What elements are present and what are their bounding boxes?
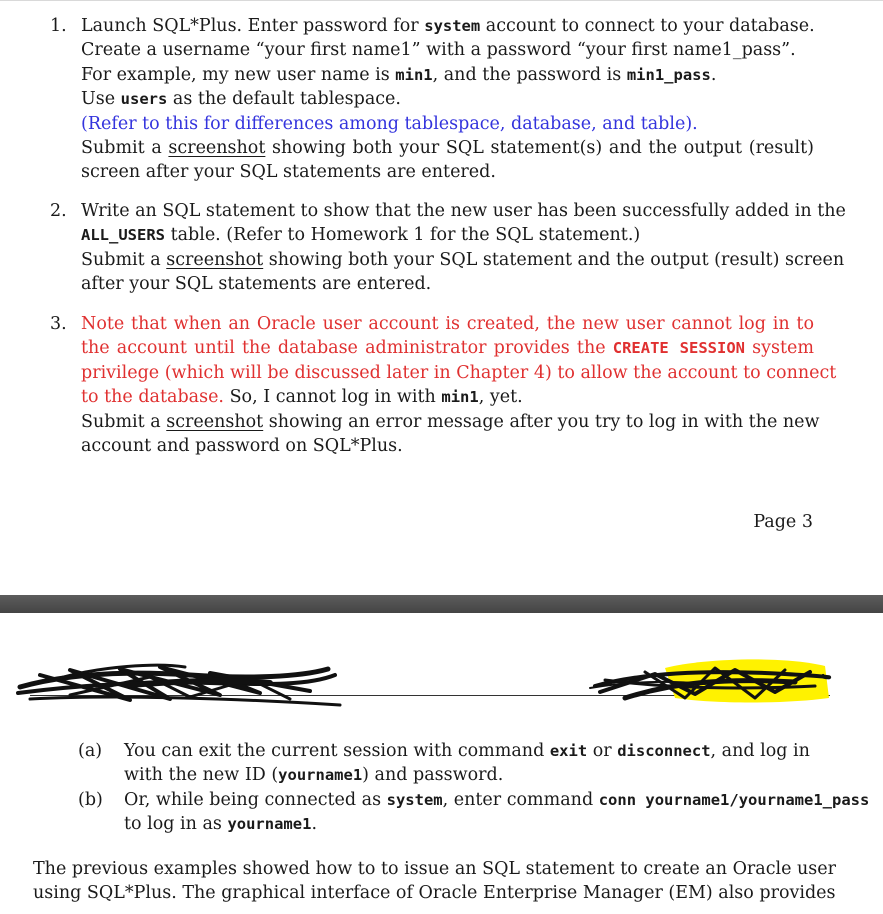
note-text: to the database. (81, 387, 224, 408)
item-body (81, 312, 837, 458)
text-line (81, 410, 820, 434)
text-run: , and the password is (432, 64, 627, 85)
text-run: showing both your SQL statement and the output (result) screen (263, 249, 845, 270)
code-term: system (424, 17, 481, 35)
text-line (81, 63, 814, 87)
text-line (124, 788, 869, 812)
underlined-term: screenshot (168, 138, 266, 159)
text-line (81, 199, 846, 223)
text-run: with the new ID ( (124, 765, 279, 786)
text-run: showing an error message after you try to log in with the new (263, 411, 820, 432)
text-run: account to connect to your database. (480, 16, 815, 36)
item-body (81, 14, 814, 185)
paragraph-line: using SQL*Plus. The graphical interface of Oracle Enterprise Manager (EM) also provides (33, 883, 836, 904)
text-line (81, 248, 845, 272)
code-term: system (386, 791, 443, 809)
note-text: system (744, 338, 814, 359)
text-line (81, 38, 814, 62)
sub-item-body (124, 739, 810, 788)
item-number: 3. (50, 314, 67, 334)
code-term: min1_pass (626, 65, 711, 84)
redaction-scribble-right (585, 652, 835, 712)
text-run: as the default tablespace. (167, 89, 401, 110)
code-term: min1 (441, 388, 479, 407)
code-term: users (120, 90, 168, 109)
text-line (124, 739, 810, 763)
item-body (81, 199, 846, 297)
code-term: min1 (395, 65, 433, 84)
paragraph-line: The previous examples showed how to to issue an SQL statement to create an Oracle user (33, 859, 837, 879)
text-line (81, 14, 814, 38)
text-run: or (587, 741, 618, 761)
text-line (81, 223, 814, 247)
text-run: You can exit the current session with command (124, 741, 550, 761)
code-term: exit (549, 742, 588, 760)
page-number: Page 3 (753, 512, 813, 532)
item-number: 2. (50, 201, 67, 221)
text-run: , yet. (478, 387, 523, 408)
text-line (81, 160, 814, 184)
text-run: . (710, 64, 717, 85)
text-line (81, 87, 814, 111)
text-line (81, 136, 814, 160)
text-run: For example, my new user name is (81, 64, 396, 85)
sub-item-body (124, 788, 869, 837)
text-line (81, 336, 814, 360)
note-text: the account until the database administrator provides the (81, 338, 613, 359)
note-code-term: CREATE SESSION (612, 339, 745, 358)
item-number: 1. (50, 16, 67, 36)
text-run: Launch SQL*Plus. Enter password for (81, 16, 425, 36)
text-run: Submit a (81, 411, 167, 432)
text-line (81, 385, 814, 409)
text-run: table. (Refer to Homework 1 for the SQL statement.) (165, 225, 641, 246)
text-run: Use (81, 89, 121, 110)
redaction-scribble-left (10, 655, 350, 715)
code-term: yourname1 (278, 766, 363, 785)
text-run: , and log in (710, 741, 810, 761)
sub-item-label: (a) (78, 741, 103, 761)
text-run: Submit a (81, 249, 167, 270)
body-paragraph (33, 857, 837, 906)
page-separator (0, 595, 883, 613)
code-term: ALL_USERS (81, 226, 165, 245)
text-run: , enter command (442, 790, 599, 810)
text-run: Write an SQL statement to show that the new user has been successfully added in the (81, 201, 846, 221)
text-run: Create a username “your first name1” with a password “your first name1_pass”. (81, 40, 796, 61)
reference-link[interactable]: (Refer to this for differences among tablespace, database, and table). (81, 113, 698, 134)
text-line (81, 272, 814, 296)
text-line (124, 763, 810, 787)
note-text: Note that when an Oracle user account is created, the new user cannot log in to (81, 314, 814, 334)
text-line (81, 361, 837, 385)
text-run: showing both your SQL statement(s) and the output (result) (265, 138, 814, 159)
text-line (81, 312, 814, 336)
sub-item-label: (b) (78, 790, 103, 810)
underlined-term: screenshot (166, 249, 264, 270)
code-term: conn yourname1/yourname1_pass (598, 791, 870, 809)
underlined-term: screenshot (166, 411, 264, 432)
text-line (81, 112, 814, 136)
text-run: to log in as (124, 814, 228, 835)
code-term: disconnect (617, 742, 711, 760)
text-line (81, 434, 814, 458)
text-line (124, 812, 869, 836)
text-run: . (311, 814, 318, 835)
text-run: after your SQL statements are entered. (81, 274, 432, 295)
note-text: privilege (which will be discussed later in Chapter 4) to allow the account to connect (81, 362, 837, 383)
text-run: ) and password. (362, 765, 504, 786)
text-run: Submit a (81, 138, 169, 159)
text-run: account and password on SQL*Plus. (81, 436, 403, 457)
text-run: screen after your SQL statements are entered. (81, 162, 496, 183)
text-run: So, I cannot log in with (224, 387, 442, 408)
text-run: Or, while being connected as (124, 790, 387, 810)
code-term: yourname1 (227, 815, 312, 834)
